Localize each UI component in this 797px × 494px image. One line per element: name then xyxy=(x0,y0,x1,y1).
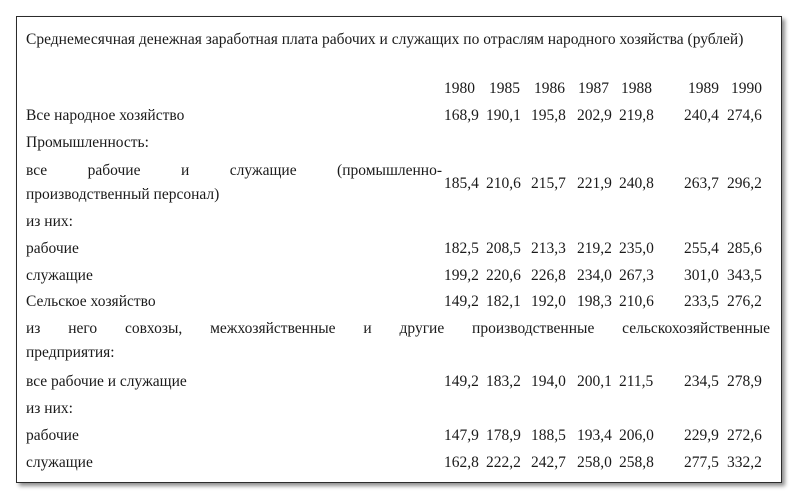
value-cell: 234,0 xyxy=(577,267,612,284)
row-label xyxy=(26,159,442,207)
year-header: 1988 xyxy=(621,80,652,97)
value-cell: 226,8 xyxy=(531,267,566,284)
value-cell: 202,9 xyxy=(577,107,612,124)
value-cell: 210,6 xyxy=(486,175,521,192)
value-cell: 221,9 xyxy=(577,175,612,192)
value-cell: 267,3 xyxy=(619,267,654,284)
value-cell: 208,5 xyxy=(486,240,521,257)
value-cell: 343,5 xyxy=(727,267,762,284)
section-label xyxy=(26,317,770,365)
row-label: Все народное хозяйство xyxy=(26,107,185,124)
value-cell: 211,5 xyxy=(619,373,654,390)
value-cell: 185,4 xyxy=(444,175,479,192)
value-cell: 194,0 xyxy=(531,373,566,390)
value-cell: 149,2 xyxy=(444,373,479,390)
value-cell: 229,9 xyxy=(684,427,719,444)
year-header: 1985 xyxy=(489,80,520,97)
value-cell: 278,9 xyxy=(727,373,762,390)
value-cell: 199,2 xyxy=(444,267,479,284)
row-label: все рабочие и служащие xyxy=(26,373,187,390)
section-label: из них: xyxy=(26,400,73,417)
year-header: 1990 xyxy=(731,80,762,97)
value-cell: 285,6 xyxy=(727,240,762,257)
value-cell: 296,2 xyxy=(727,175,762,192)
value-cell: 162,8 xyxy=(444,454,479,471)
value-cell: 258,8 xyxy=(619,454,654,471)
value-cell: 277,5 xyxy=(684,454,719,471)
section-label-line: из него совхозы, межхозяйственные и другие производственные сельскохозяйственные xyxy=(26,320,770,337)
value-cell: 263,7 xyxy=(684,175,719,192)
value-cell: 149,2 xyxy=(444,293,479,310)
value-cell: 258,0 xyxy=(577,454,612,471)
value-cell: 190,1 xyxy=(486,107,521,124)
row-label: рабочие xyxy=(26,427,79,444)
value-cell: 219,8 xyxy=(619,107,654,124)
value-cell: 255,4 xyxy=(684,240,719,257)
value-cell: 192,0 xyxy=(531,293,566,310)
value-cell: 193,4 xyxy=(577,427,612,444)
value-cell: 178,9 xyxy=(486,427,521,444)
value-cell: 276,2 xyxy=(727,293,762,310)
value-cell: 183,2 xyxy=(486,373,521,390)
value-cell: 235,0 xyxy=(619,240,654,257)
table-frame xyxy=(16,16,782,483)
value-cell: 200,1 xyxy=(577,373,612,390)
section-label-line: предприятия: xyxy=(26,344,115,361)
value-cell: 272,6 xyxy=(727,427,762,444)
value-cell: 220,6 xyxy=(486,267,521,284)
year-header: 1989 xyxy=(688,80,719,97)
value-cell: 332,2 xyxy=(727,454,762,471)
value-cell: 168,9 xyxy=(444,107,479,124)
value-cell: 222,2 xyxy=(486,454,521,471)
value-cell: 198,3 xyxy=(577,293,612,310)
value-cell: 206,0 xyxy=(619,427,654,444)
row-label-line: производственный персонал) xyxy=(26,186,220,203)
section-label: Промышленность: xyxy=(26,134,149,151)
year-header: 1980 xyxy=(444,80,475,97)
value-cell: 210,6 xyxy=(619,293,654,310)
row-label: служащие xyxy=(26,267,93,284)
row-label: служащие xyxy=(26,454,93,471)
value-cell: 213,3 xyxy=(531,240,566,257)
value-cell: 274,6 xyxy=(727,107,762,124)
value-cell: 147,9 xyxy=(444,427,479,444)
value-cell: 240,4 xyxy=(684,107,719,124)
value-cell: 219,2 xyxy=(577,240,612,257)
value-cell: 233,5 xyxy=(684,293,719,310)
value-cell: 182,5 xyxy=(444,240,479,257)
table-title: Среднемесячная денежная заработная плата рабочих и служащих по отраслям народного хозяйства (рублей) xyxy=(26,31,744,48)
value-cell: 242,7 xyxy=(531,454,566,471)
value-cell: 234,5 xyxy=(684,373,719,390)
value-cell: 195,8 xyxy=(531,107,566,124)
value-cell: 240,8 xyxy=(619,175,654,192)
year-header: 1987 xyxy=(578,80,609,97)
value-cell: 215,7 xyxy=(531,175,566,192)
row-label-line: все рабочие и служащие (промышленно- xyxy=(26,162,442,179)
row-label: рабочие xyxy=(26,240,79,257)
value-cell: 301,0 xyxy=(684,267,719,284)
row-label: Сельское хозяйство xyxy=(26,293,156,310)
value-cell: 182,1 xyxy=(486,293,521,310)
year-header: 1986 xyxy=(534,80,565,97)
value-cell: 188,5 xyxy=(531,427,566,444)
section-label: из них: xyxy=(26,213,73,230)
